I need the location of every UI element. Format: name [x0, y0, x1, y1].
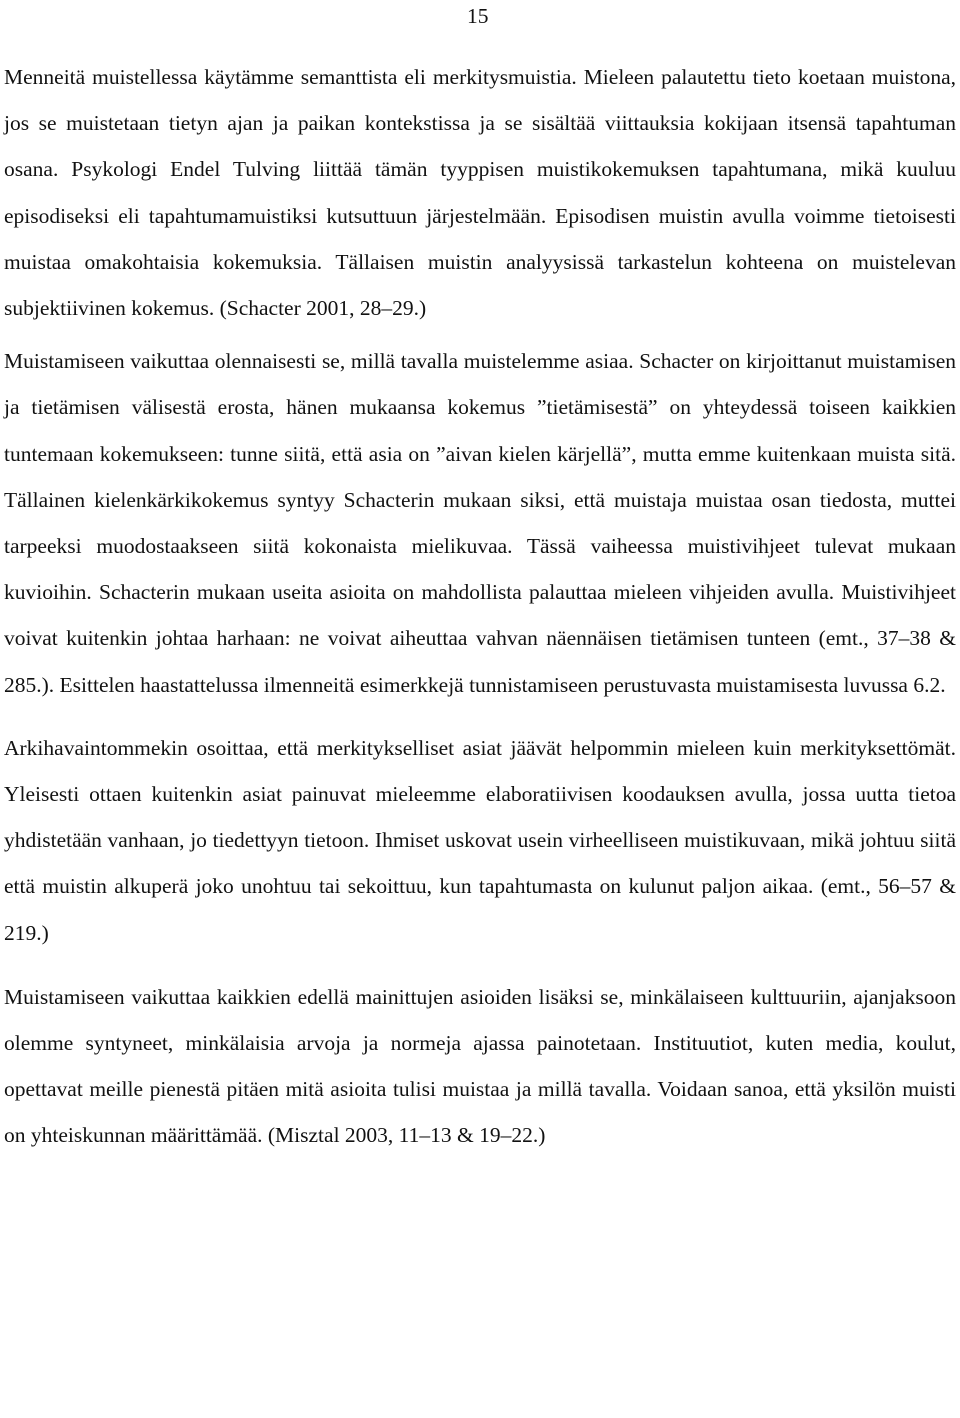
paragraph-cultural-memory: Muistamiseen vaikuttaa kaikkien edellä mainittujen asioiden lisäksi se, minkälaiseen kulttuuriin, ajanjaksoon olemme syntyneet, minkälaisia arvoja ja normeja ajassa painotetaan. Instituutiot, kuten media, koulut, opettavat meille pienestä pitäen mitä asioita tulisi muistaa ja millä tavalla. Voidaan sanoa, että yksilön muisti on yhteiskunnan määrittämää. (Misztal 2003, 11–13 & 19–22.): [4, 984, 956, 1148]
paragraph-elaborative-encoding: Arkihavaintommekin osoittaa, että merkitykselliset asiat jäävät helpommin mieleen kuin merkityksettömät. Yleisesti ottaen kuitenkin asiat painuvat mieleemme elaboratiivisen koodauksen avulla, jossa uutta tietoa yhdistetään vanhaan, jo tiedettyyn tietoon. Ihmiset uskovat usein virheelliseen muistikuvaan, mikä johtuu siitä että muistin alkuperä joko unohtuu tai sekoittuu, kun tapahtumasta on kulunut paljon aikaa. (emt., 56–57 & 219.): [4, 735, 956, 945]
page-body: [4, 54, 956, 1159]
paragraph-semantic-memory: Menneitä muistellessa käytämme semanttista eli merkitysmuistia. Mieleen palautettu tieto koetaan muistona, jos se muistetaan tietyn ajan ja paikan kontekstissa ja se sisältää viittauksia kokijaan itsensä tapahtuman osana. Psykologi Endel Tulving liittää tämän tyyppisen muistikokemuksen tapahtumana, mikä kuuluu episodiseksi eli tapahtumamuistiksi kutsuttuun järjestelmään. Episodisen muistin avulla voimme tietoisesti muistaa omakohtaisia kokemuksia. Tällaisen muistin analyysissä tarkastelun kohteena on muistelevan subjektiivinen kokemus. (Schacter 2001, 28–29.): [4, 65, 956, 321]
paragraph-tip-of-tongue: Muistamiseen vaikuttaa olennaisesti se, millä tavalla muistelemme asiaa. Schacter on kirjoittanut muistamisen ja tietämisen välisestä erosta, hänen mukaansa kokemus ”tietämisestä” on yhteydessä toiseen kaikkien tuntemaan kokemukseen: tunne siitä, että asia on ”aivan kielen kärjellä”, mutta emme kuitenkaan muista sitä. Tällainen kielenkärkikokemus syntyy Schacterin mukaan siksi, että muistaja muistaa osan tiedosta, muttei tarpeeksi muodostaakseen siitä kokonaista mielikuvaa. Tässä vaiheessa muistivihjeet tulevat mukaan kuvioihin. Schacterin mukaan useita asioita on mahdollista palauttaa mieleen vihjeiden avulla. Muistivihjeet voivat kuitenkin johtaa harhaan: ne voivat aiheuttaa vahvan näennäisen tietämisen tunteen (emt., 37–38 & 285.). Esittelen haastattelussa ilmenneitä esimerkkejä tunnistamiseen perustuvasta muistamisesta luvussa 6.2.: [4, 349, 956, 697]
page-number: 15: [467, 4, 489, 28]
